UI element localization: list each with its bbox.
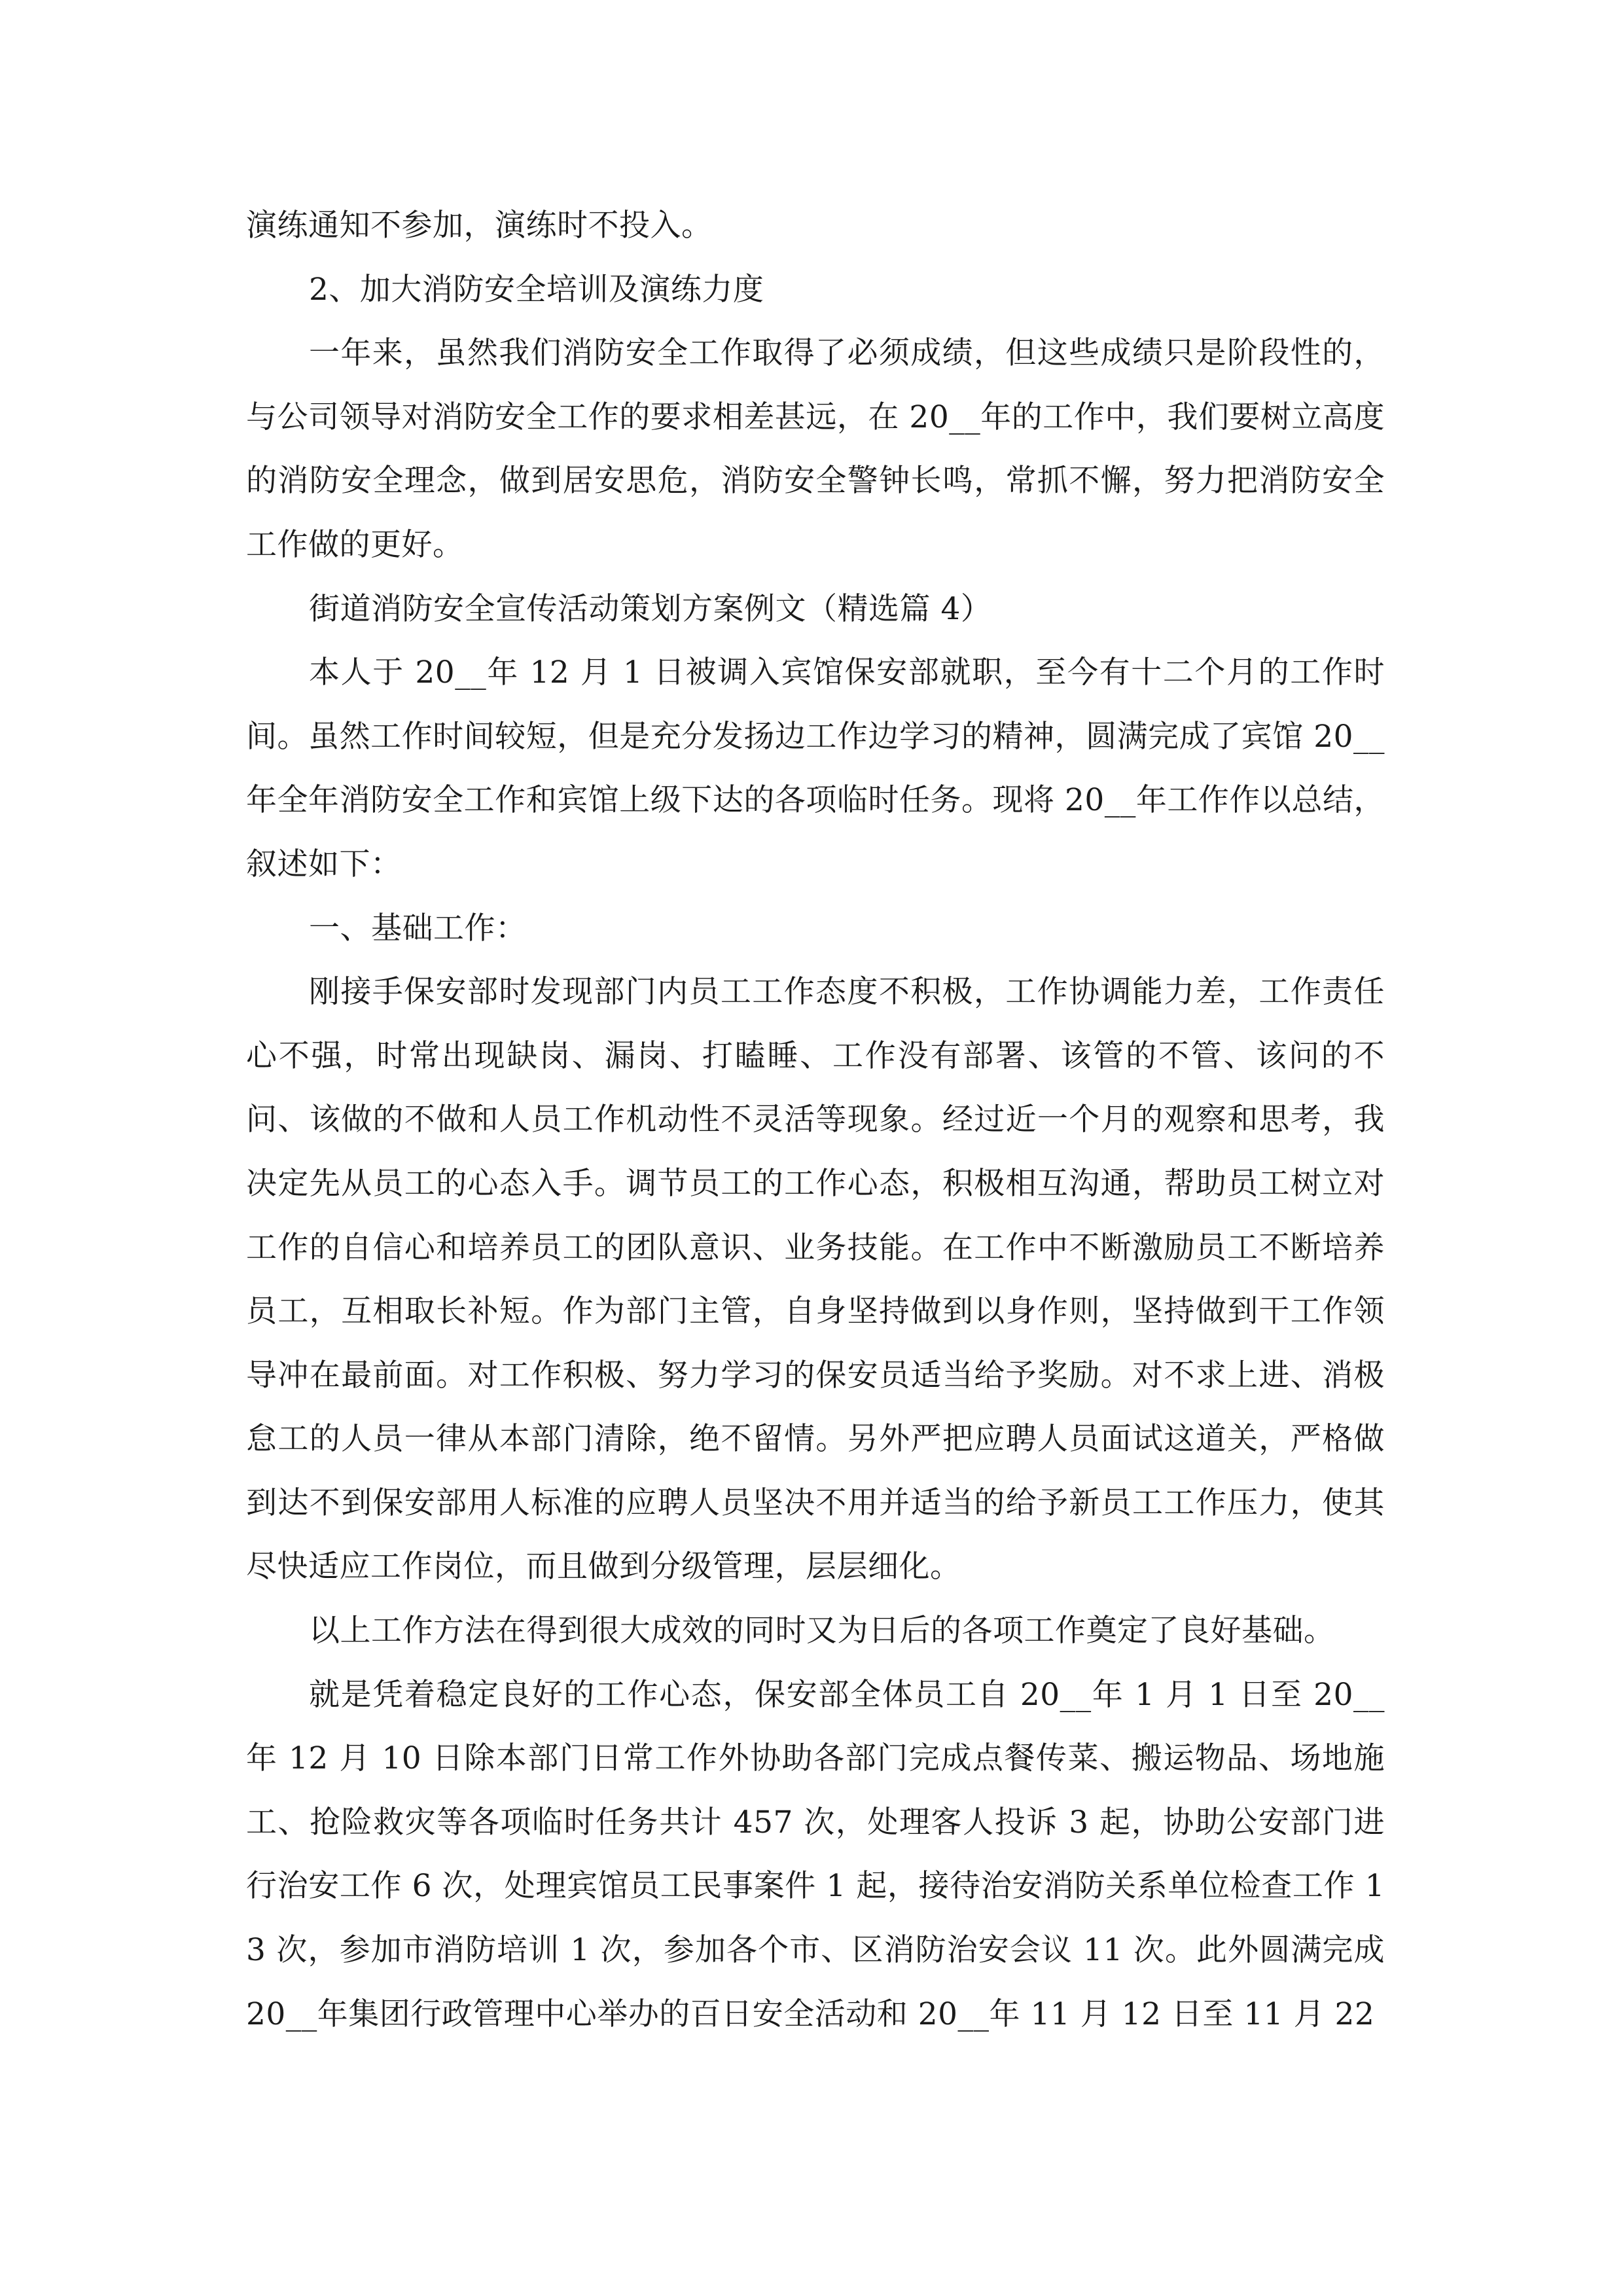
paragraph-7: 刚接手保安部时发现部门内员工工作态度不积极，工作协调能力差，工作责任心不强，时常出现缺岗、漏岗、打瞌睡、工作没有部署、该管的不管、该问的不问、该做的不做和人员工作机动性不灵活等现象。经过近一个月的观察和思考，我决定先从员工的心态入手。调节员工的工作心态，积极相互沟通，帮助员工树立对工作的自信心和培养员工的团队意识、业务技能。在工作中不断激励员工不断培养员工，互相取长补短。作为部门主管，自身坚持做到以身作则，坚持做到干工作领导冲在最前面。对工作积极、努力学习的保安员适当给予奖励。对不求上进、消极怠工的人员一律从本部门清除，绝不留情。另外严把应聘人员面试这道关，严格做到达不到保安部用人标准的应聘人员坚决不用并适当的给予新员工工作压力，使其尽快适应工作岗位，而且做到分级管理，层层细化。 xyxy=(246,974,1385,1585)
paragraph-3: 一年来，虽然我们消防安全工作取得了必须成绩，但这些成绩只是阶段性的，与公司领导对消防安全工作的要求相差甚远，在 20__年的工作中，我们要树立高度的消防安全理念，做到居安思危，消防安全警钟长鸣，常抓不懈，努力把消防安全工作做的更好。 xyxy=(246,335,1385,563)
section-heading-training: 2、加大消防安全培训及演练力度 xyxy=(309,271,764,308)
paragraph-8: 以上工作方法在得到很大成效的同时又为日后的各项工作奠定了良好基础。 xyxy=(309,1613,1335,1649)
paragraph-9: 就是凭着稳定良好的工作心态，保安部全体员工自 20__年 1 月 1 日至 20__年 12 月 10 日除本部门日常工作外协助各部门完成点餐传菜、搬运物品、场地施工、抢险救灾等各项临时任务共计 457 次，处理客人投诉 3 起，协助公安部门进行治安工作 6 次，处理宾馆员工民事案件 1 起，接待治安消防关系单位检查工作 13 次，参加市消防培训 1 次，参加各个市、区消防治安会议 11 次。此外圆满完成 20__年集团行政管理中心举办的百日安全活动和 20__年 11 月 12 日至 11 月 22 xyxy=(246,1676,1385,2032)
paragraph-5: 本人于 20__年 12 月 1 日被调入宾馆保安部就职，至今有十二个月的工作时间。虽然工作时间较短，但是充分发扬边工作边学习的精神，圆满完成了宾馆 20__年全年消防安全工作和宾馆上级下达的各项临时任务。现将 20__年工作作以总结，叙述如下： xyxy=(246,655,1385,882)
section-heading-basic-work: 一、基础工作： xyxy=(309,910,527,946)
paragraph-1: 演练通知不参加，演练时不投入。 xyxy=(246,207,713,243)
article-title: 街道消防安全宣传活动策划方案例文（精选篇 4） xyxy=(309,590,992,627)
document-body xyxy=(246,194,1385,2046)
